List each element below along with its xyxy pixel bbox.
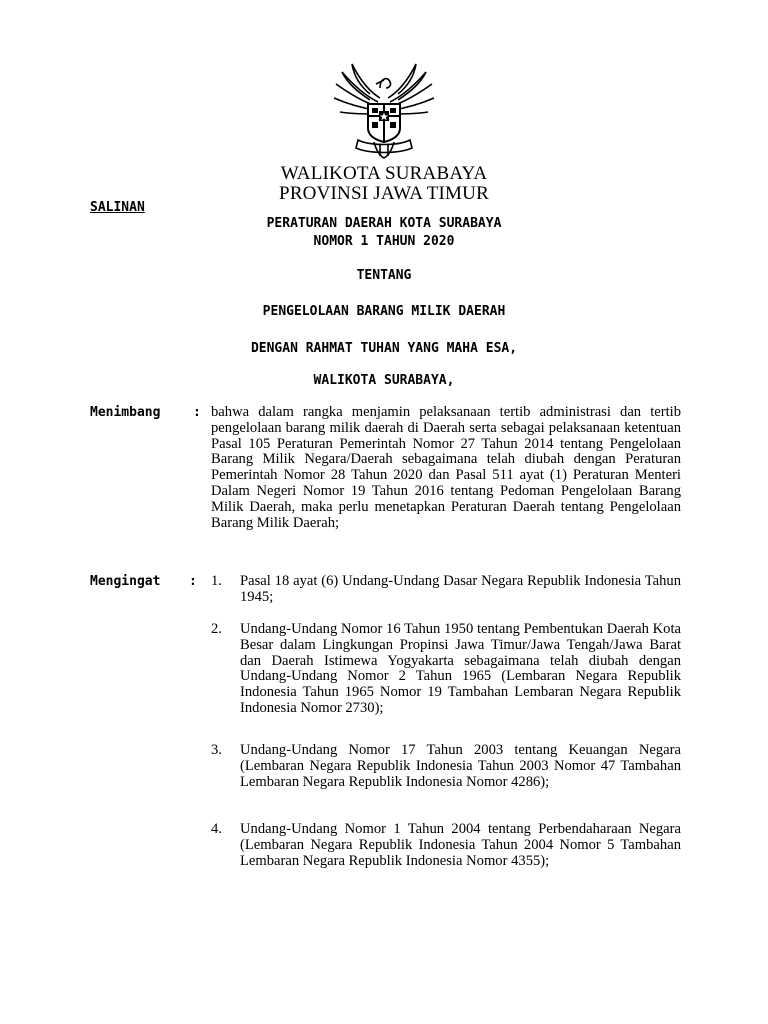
- item-number: 2.: [211, 621, 222, 637]
- item-text: Undang-Undang Nomor 16 Tahun 1950 tentang Pembentukan Daerah Kota Besar dalam Lingkungan Propinsi Jawa Timur/Jawa Tengah/Jawa Barat dan Daerah Istimewa Yogyakarta sebagaimana telah diubah dengan Undang-Undang Nomor 2 Tahun 1965 (Lembaran Negara Republik Indonesia Tahun 1965 Nomor 19 Tambahan Lembaran Negara Republik Indonesia Nomor 2730);: [240, 621, 681, 716]
- item-text: Undang-Undang Nomor 1 Tahun 2004 tentang Perbendaharaan Negara (Lembaran Negara Republik Indonesia Tahun 2004 Nomor 5 Tambahan Lembaran Negara Republik Indonesia Nomor 4355);: [240, 821, 681, 869]
- menimbang-colon: :: [193, 405, 201, 420]
- item-number: 4.: [211, 821, 222, 837]
- title-walikota: WALIKOTA SURABAYA,: [313, 373, 455, 388]
- item-number: 3.: [211, 742, 222, 758]
- item-text: Pasal 18 ayat (6) Undang-Undang Dasar Negara Republik Indonesia Tahun 1945;: [240, 573, 681, 605]
- item-text: Undang-Undang Nomor 17 Tahun 2003 tentang Keuangan Negara (Lembaran Negara Republik Indonesia Tahun 2003 Nomor 47 Tambahan Lembaran Negara Republik Indonesia Nomor 4286);: [240, 742, 681, 790]
- title-subject: PENGELOLAAN BARANG MILIK DAERAH: [262, 304, 506, 319]
- header-provinsi: PROVINSI JAWA TIMUR: [279, 183, 489, 204]
- garuda-emblem-icon: [330, 58, 438, 164]
- title-peraturan: PERATURAN DAERAH KOTA SURABAYA: [266, 216, 502, 231]
- mengingat-colon: :: [189, 574, 197, 589]
- title-rahmat: DENGAN RAHMAT TUHAN YANG MAHA ESA,: [250, 341, 518, 356]
- salinan-label: SALINAN: [90, 200, 145, 215]
- title-tentang: TENTANG: [356, 268, 412, 283]
- menimbang-text: bahwa dalam rangka menjamin pelaksanaan tertib administrasi dan tertib pengelolaan barang milik daerah di Daerah serta sebagai pelaksanaan ketentuan Pasal 105 Peraturan Pemerintah Nomor 27 Tahun 2014 tentang Pengelolaan Barang Milik Negara/Daerah sebagaimana telah diubah dengan Peraturan Pemerintah Nomor 28 Tahun 2020 dan Pasal 511 ayat (1) Peraturan Menteri Dalam Negeri Nomor 19 Tahun 2016 tentang Pedoman Pengelolaan Barang Milik Daerah, maka perlu menetapkan Peraturan Daerah tentang Pengelolaan Barang Milik Daerah;: [211, 404, 681, 531]
- mengingat-label: Mengingat: [90, 574, 161, 589]
- title-nomor: NOMOR 1 TAHUN 2020: [313, 234, 455, 249]
- header-walikota: WALIKOTA SURABAYA: [280, 163, 488, 184]
- menimbang-label: Menimbang: [90, 405, 161, 420]
- item-number: 1.: [211, 573, 222, 589]
